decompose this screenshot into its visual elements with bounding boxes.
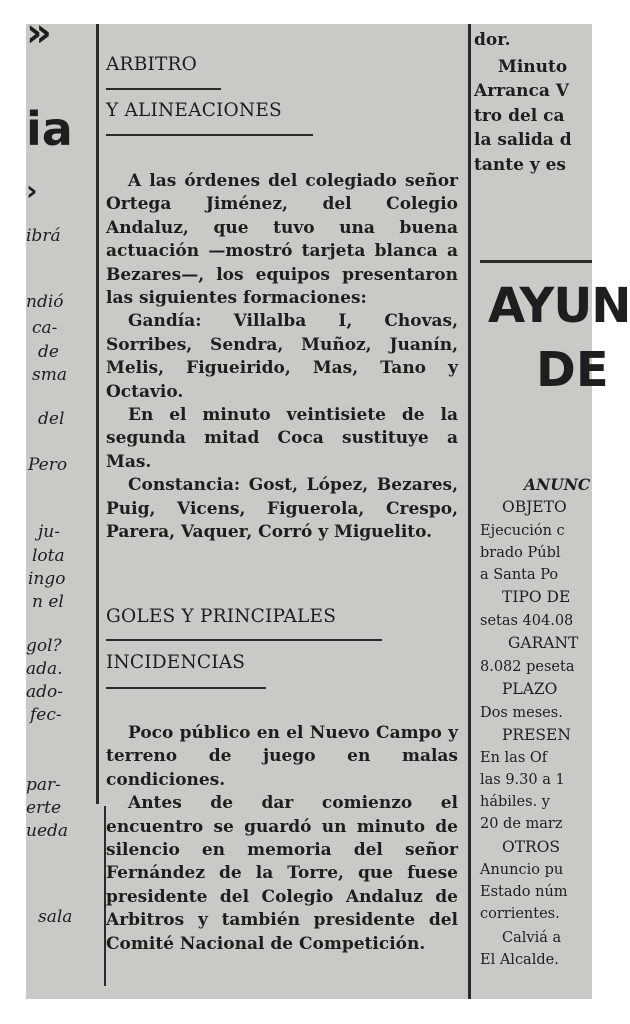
ad-line: a Santa Po — [480, 567, 559, 583]
left-fragment-line: lota — [32, 546, 65, 566]
left-fragment-line: gol? — [26, 636, 62, 656]
left-fragment-line: sma — [32, 365, 67, 385]
left-fragment-line: ndió — [26, 292, 64, 312]
heading-alineaciones: Y ALINEACIONES — [106, 100, 282, 121]
left-fragment-line: par- — [26, 775, 61, 795]
right-top-line: Arranca V — [474, 81, 569, 101]
ad-line: OTROS — [502, 838, 561, 856]
left-column-fragments — [26, 10, 96, 999]
left-fragment-line: fec- — [30, 705, 62, 725]
heading-rule — [106, 687, 266, 689]
ad-line: El Alcalde. — [480, 952, 559, 968]
heading-incidencias: INCIDENCIAS — [106, 652, 246, 673]
left-fragment-line: ado- — [26, 682, 63, 702]
right-top-line: dor. — [474, 30, 511, 50]
right-top-line: la salida d — [474, 130, 572, 150]
ad-line: ANUNC — [524, 475, 591, 494]
right-column-fragments — [474, 24, 630, 999]
paragraph: A las órdenes del colegiado señor Ortega Jiménez, del Colegio Andaluz, que tuvo una buena actuación —mostró tarjeta blanca a Bezares—, los equipos presentaron las siguientes formaciones: — [106, 171, 458, 309]
right-top-line: Minuto — [498, 57, 568, 77]
heading-goles: GOLES Y PRINCIPALES — [106, 606, 337, 627]
left-fragment-line: del — [38, 409, 65, 429]
right-top-line: tante y es — [474, 155, 566, 175]
left-fragment-line: ueda — [26, 821, 69, 841]
left-fragment-line: ibrá — [26, 226, 61, 246]
left-fragment-line: ca- — [32, 318, 58, 338]
left-fragment-line: de — [38, 342, 59, 362]
ad-line: brado Públ — [480, 545, 561, 561]
heading-arbitro: ARBITRO — [106, 54, 198, 75]
incidencias-body — [106, 722, 458, 956]
paragraph: Antes de dar comienzo el encuentro se guardó un minuto de silencio en memoria del señor Fernández de la Torre, que fuese presidente del Colegio Andaluz de Arbitros y también presidente del Comité Nacional de Competición. — [106, 793, 458, 954]
left-fragment-line: erte — [26, 798, 62, 818]
ad-line: setas 404.08 — [480, 613, 574, 629]
left-fragment-line: ingo — [28, 569, 66, 589]
heading-rule — [106, 134, 313, 136]
ad-line: Anuncio pu — [480, 862, 564, 878]
ad-line: las 9.30 a 1 — [480, 772, 565, 788]
left-fragment-line: Pero — [28, 455, 68, 475]
ad-line: Ejecución c — [480, 523, 565, 539]
ad-line: Calviá a — [502, 930, 562, 946]
newspaper-clipping — [26, 10, 630, 999]
heading-rule — [106, 88, 221, 90]
ad-line: 8.082 peseta — [480, 659, 575, 675]
column-rule-right — [468, 24, 471, 999]
ad-line: GARANT — [508, 634, 579, 652]
ad-line: PRESEN — [502, 726, 571, 744]
left-fragment-line: ju- — [38, 522, 60, 542]
ad-title-line-1: AYUN — [488, 278, 630, 334]
ad-top-border — [480, 260, 592, 263]
ad-line: TIPO DE — [502, 588, 571, 606]
ad-line: Dos meses. — [480, 705, 563, 721]
ad-line: hábiles. y — [480, 794, 550, 810]
ad-line: corrientes. — [480, 906, 560, 922]
left-fragment-line: ada. — [26, 659, 63, 679]
ad-line: OBJETO — [502, 498, 567, 516]
left-top-fragment: » — [26, 10, 52, 56]
left-fragment-line: n el — [32, 592, 64, 612]
paragraph: En el minuto veintisiete de la segunda mitad Coca sustituye a Mas. — [106, 405, 458, 472]
paragraph: Poco público en el Nuevo Campo y terreno de juego en malas condiciones. — [106, 723, 458, 790]
ad-line: En las Of — [480, 750, 548, 766]
alineaciones-body — [106, 170, 458, 545]
right-top-line: tro del ca — [474, 106, 565, 126]
left-big-word-fragment: ia — [26, 102, 73, 156]
left-arrow-fragment: › — [26, 174, 38, 207]
column-rule-left — [96, 24, 99, 804]
ad-line: Estado núm — [480, 884, 568, 900]
heading-rule — [106, 639, 382, 641]
paragraph: Constancia: Gost, López, Bezares, Puig, Vicens, Figuerola, Crespo, Parera, Vaquer, Corró y Miguelito. — [106, 475, 458, 543]
paragraph: Gandía: Villalba I, Chovas, Sorribes, Sendra, Muñoz, Juanín, Melis, Figueirido, Mas, Tano y Octavio. — [106, 311, 458, 402]
ad-title-line-2: DE — [536, 342, 609, 398]
ad-line: PLAZO — [502, 680, 558, 698]
left-fragment-line: sala — [38, 907, 73, 927]
ad-line: 20 de marz — [480, 816, 563, 832]
